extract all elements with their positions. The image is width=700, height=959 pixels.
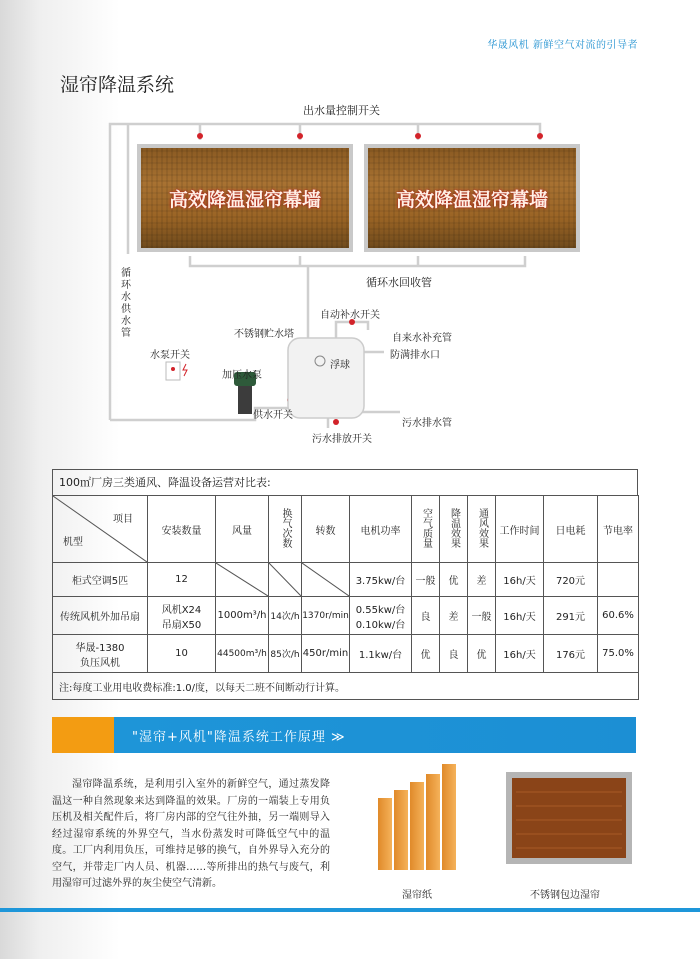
- header-motor-power: 电机功率: [350, 496, 412, 563]
- header-ventilation-effect: 通风效果: [476, 507, 488, 548]
- table-row: [53, 635, 639, 673]
- cell-cooling: 良: [440, 635, 468, 673]
- cell-motor-power: 3.75kw/台: [350, 563, 412, 597]
- footer-line: [0, 908, 700, 912]
- header-tagline: 华晟风机 新鲜空气对流的引导者: [487, 40, 638, 51]
- description-paragraph: 湿帘降温系统，是利用引入室外的新鲜空气，通过蒸发降温这一种自然现象来达到降温的效果。厂房的一端装上专用负压机及相关配件后，将厂房内部的空气往外抽，另一端则导入经过湿帘系统的外界空气，当水份蒸发时可降低空气中的温度。工厂内利用负压，可维持足够的换气，自外界导入充分的空气，并带走厂内人员、机器……等所排出的热气与废气，利用湿帘可过滤外界的灰尘使空气清新。: [52, 779, 330, 889]
- return-pipe-label: 循环水回收管: [366, 276, 432, 289]
- table-caption: 100㎡厂房三类通风、降温设备运营对比表:: [52, 469, 638, 495]
- cell-air-quality: 良: [412, 597, 440, 635]
- header-work-time: 工作时间: [496, 496, 544, 563]
- cell-airflow: 1000m³/h: [216, 597, 269, 635]
- cell-saving-rate: 60.6%: [598, 597, 639, 635]
- framed-pad-image: [506, 772, 632, 864]
- comparison-table: [52, 469, 638, 700]
- cell-saving-rate: [598, 563, 639, 597]
- cell-motor-power: 1.1kw/台: [350, 635, 412, 673]
- header-cooling-effect: 降温效果: [448, 507, 460, 548]
- cell-install-qty: 12: [148, 563, 216, 597]
- cooling-wall-right: [364, 144, 580, 252]
- cell-motor-power: 0.55kw/台 0.10kw/台: [350, 597, 412, 635]
- pump-switch-label: 水泵开关: [150, 350, 190, 361]
- banner-accent: [52, 717, 114, 753]
- cell-cooling: 优: [440, 563, 468, 597]
- table-note-row: [53, 673, 639, 700]
- supply-pipe-label: 循环水供水管: [121, 268, 131, 339]
- cell-air-changes: 14次/h: [269, 597, 302, 635]
- cell-ventilation: 优: [468, 635, 496, 673]
- supply-switch-label: 供水开关: [253, 410, 293, 421]
- header-speed: 转数: [302, 496, 350, 563]
- tap-water-label: 自来水补充管: [392, 333, 452, 344]
- pad-caption: 湿帘纸: [402, 890, 432, 901]
- cell-speed-empty: [302, 563, 350, 597]
- outlet-switch-label: 出水量控制开关: [303, 104, 380, 117]
- drain-pipe-label: 污水排水管: [402, 418, 452, 429]
- cell-model: 华晟-1380 负压风机: [53, 635, 148, 673]
- cell-air-quality: 一般: [412, 563, 440, 597]
- frame-caption: 不锈钢包边湿帘: [530, 890, 600, 901]
- float-label: 浮球: [330, 360, 350, 371]
- table-row: [53, 563, 639, 597]
- cell-install-qty: 10: [148, 635, 216, 673]
- principle-banner: [52, 717, 636, 753]
- header-air-quality: 空气质量: [420, 507, 432, 548]
- table-header-row: [53, 496, 639, 563]
- cell-air-changes-empty: [269, 563, 302, 597]
- overflow-label: 防满排水口: [390, 350, 440, 361]
- cooling-wall-right-label: 高效降温湿帘幕墙: [395, 188, 548, 211]
- cell-airflow-empty: [216, 563, 269, 597]
- header-item: 项目: [113, 514, 133, 525]
- cell-work-time: 16h/天: [496, 597, 544, 635]
- pump-label: 加压水泵: [222, 370, 262, 381]
- cell-model: 传统风机外加吊扇: [53, 597, 148, 635]
- drain-switch-label: 污水排放开关: [312, 434, 372, 445]
- cell-speed: 450r/min: [302, 635, 350, 673]
- cell-model: 柜式空调5匹: [53, 563, 148, 597]
- section-title: 湿帘降温系统: [60, 74, 175, 96]
- header-daily-cost: 日电耗: [544, 496, 598, 563]
- cell-install-qty: 风机X24 吊扇X50: [148, 597, 216, 635]
- header-airflow: 风量: [216, 496, 269, 563]
- cell-daily-cost: 176元: [544, 635, 598, 673]
- header-saving-rate: 节电率: [598, 496, 639, 563]
- header-model: 机型: [63, 537, 83, 548]
- cooling-wall-left-label: 高效降温湿帘幕墙: [168, 188, 321, 211]
- cell-daily-cost: 720元: [544, 563, 598, 597]
- tank-label: 不锈钢贮水塔: [234, 329, 294, 340]
- cell-air-quality: 优: [412, 635, 440, 673]
- header-install-qty: 安装数量: [148, 496, 216, 563]
- cell-cooling: 差: [440, 597, 468, 635]
- cell-work-time: 16h/天: [496, 563, 544, 597]
- cell-saving-rate: 75.0%: [598, 635, 639, 673]
- cell-ventilation: 一般: [468, 597, 496, 635]
- table-row: [53, 597, 639, 635]
- cell-ventilation: 差: [468, 563, 496, 597]
- table-note: 注:每度工业用电收费标准:1.0/度，以每天二班不间断动行计算。: [53, 673, 639, 700]
- cell-speed: 1370r/min: [302, 597, 350, 635]
- header-item-model: [53, 496, 148, 563]
- cell-work-time: 16h/天: [496, 635, 544, 673]
- header-air-changes: 换气次数: [280, 507, 291, 548]
- cooling-wall-left: [137, 144, 353, 252]
- cooling-pad-image: [372, 760, 472, 880]
- banner-title: "湿帘+风机"降温系统工作原理 ≫: [132, 730, 346, 745]
- auto-switch-label: 自动补水开关: [320, 310, 380, 321]
- cell-airflow: 44500m³/h: [216, 635, 269, 673]
- cell-daily-cost: 291元: [544, 597, 598, 635]
- cell-air-changes: 85次/h: [269, 635, 302, 673]
